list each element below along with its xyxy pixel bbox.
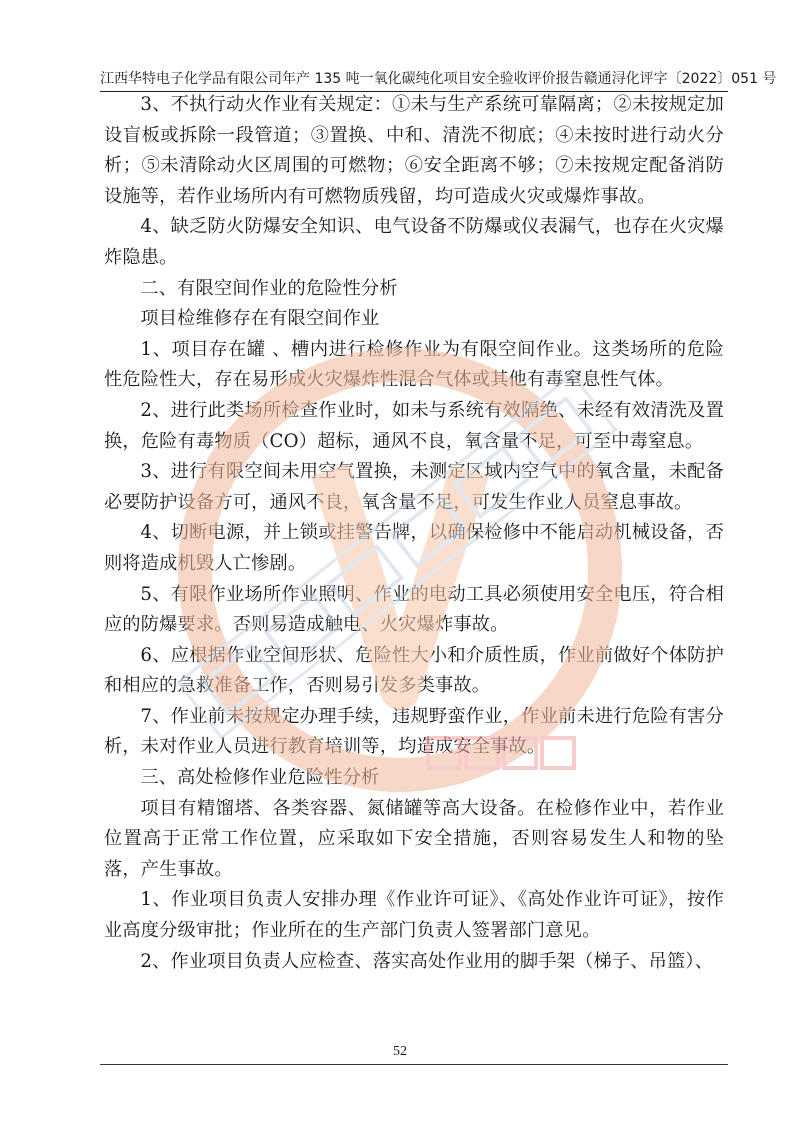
paragraph: 4、缺乏防火防爆安全知识、电气设备不防爆或仪表漏气，也存在火灾爆炸隐患。 — [104, 216, 724, 268]
paragraph: 7、作业前未按规定办理手续，违规野蛮作业，作业前未进行危险有害分析，未对作业人员进行教育培训等，均造成安全事故。 — [104, 705, 724, 758]
paragraph: 1、作业项目负责人安排办理《作业许可证》、《高处作业许可证》，按作业高度分级审批；作业所在的生产部门负责人签署部门意见。 — [104, 889, 724, 942]
header-report-title: 江西华特电子化学品有限公司年产 135 吨一氧化碳纯化项目安全验收评价报告 — [100, 71, 584, 87]
footer-divider — [100, 1064, 728, 1065]
paragraph: 项目检维修存在有限空间作业 — [140, 308, 380, 330]
paragraph: 2、作业项目负责人应检查、落实高处作业用的脚手架（梯子、吊篮）、 — [140, 950, 714, 972]
paragraph: 2、进行此类场所检查作业时，如未与系统有效隔绝、未经有效清洗及置换，危险有毒物质（CO）超标，通风不良，氧含量不足，可至中毒窒息。 — [104, 399, 724, 452]
paragraph: 3、不执行动火作业有关规定：①未与生产系统可靠隔离；②未按规定加设盲板或拆除一段管道；③置换、中和、清洗不彻底；④未按时进行动火分析；⑤未清除动火区周围的可燃物；⑥安全距离不够；⑦未按规定配备消防设施等，若作业场所内有可燃物质残留，均可造成火灾或爆炸事故。 — [104, 94, 724, 207]
header-report-number: 赣通浔化评字〔2022〕051 号 — [583, 71, 777, 87]
page-number: 52 — [393, 1044, 407, 1059]
paragraph: 6、应根据作业空间形状、危险性大小和介质性质，作业前做好个体防护和相应的急救准备工作，否则易引发多类事故。 — [104, 644, 724, 697]
page-header — [100, 66, 777, 92]
section-heading: 二、有限空间作业的危险性分析 — [140, 277, 398, 299]
document-body — [104, 90, 724, 977]
paragraph: 1、项目存在罐 、槽内进行检修作业为有限空间作业。这类场所的危险性危险性大，存在易形成火灾爆炸性混合气体或其他有毒窒息性气体。 — [104, 338, 724, 391]
paragraph: 5、有限作业场所作业照明、作业的电动工具必须使用安全电压，符合相应的防爆要求。否则易造成触电、火灾爆炸事故。 — [104, 583, 724, 636]
paragraph: 4、切断电源，并上锁或挂警告牌，以确保检修中不能启动机械设备，否则将造成机毁人亡惨剧。 — [104, 522, 724, 574]
section-heading: 三、高处检修作业危险性分析 — [140, 767, 380, 789]
paragraph: 3、进行有限空间未用空气置换，未测定区域内空气中的氧含量，未配备必要防护设备方可，通风不良，氧含量不足，可发生作业人员窒息事故。 — [104, 461, 724, 513]
paragraph: 项目有精馏塔、各类容器、氮储罐等高大设备。在检修作业中，若作业位置高于正常工作位置，应采取如下安全措施，否则容易发生人和物的坠落，产生事故。 — [104, 797, 724, 880]
